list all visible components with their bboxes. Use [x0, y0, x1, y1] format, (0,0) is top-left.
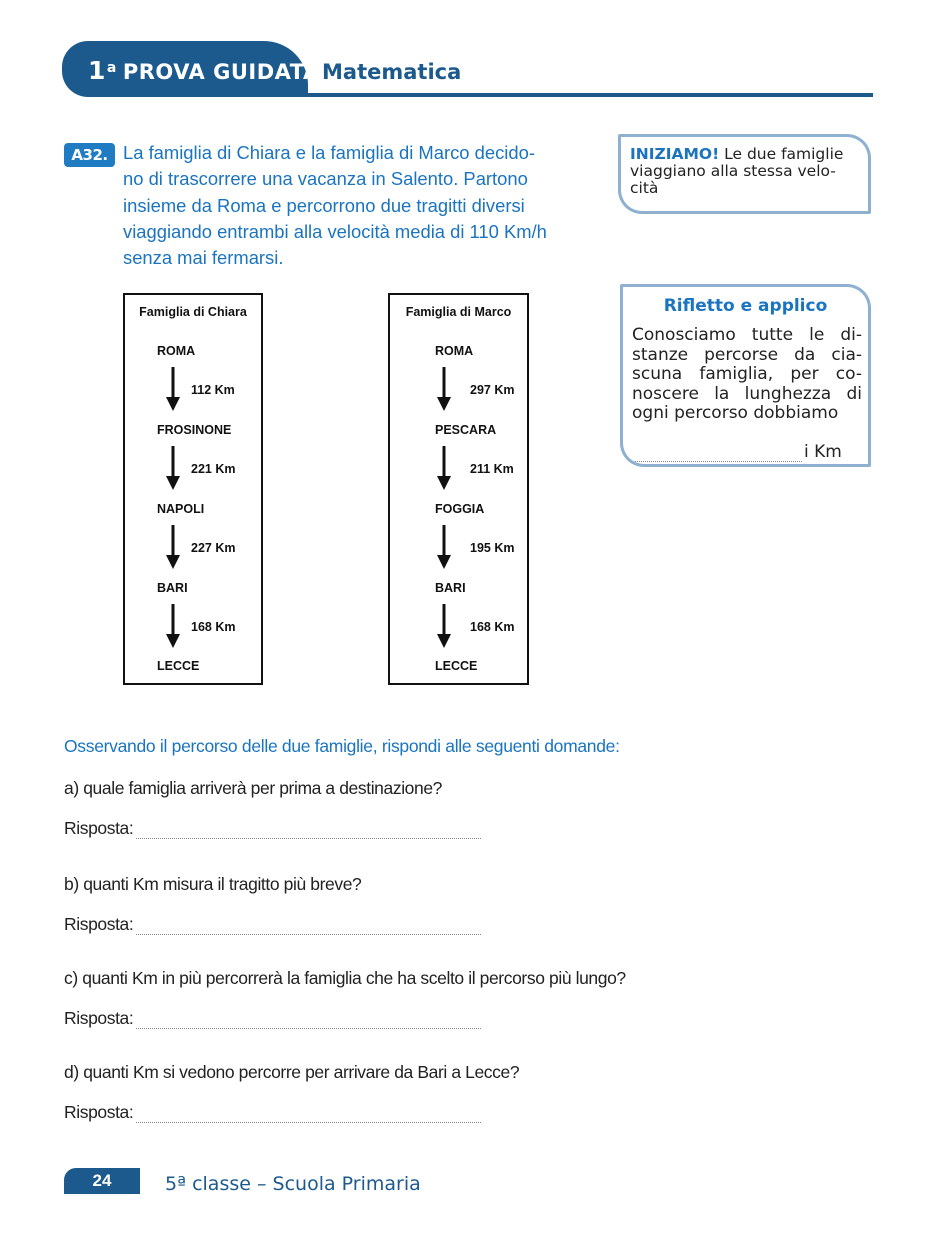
answer-label: Risposta:	[64, 818, 134, 838]
reflect-answer-blank[interactable]	[635, 446, 802, 462]
hint-box	[618, 134, 871, 214]
route-distance: 221 Km	[191, 462, 236, 476]
answer-b[interactable]	[64, 914, 481, 935]
answer-label: Risposta:	[64, 1102, 134, 1122]
route-distance: 211 Km	[470, 462, 514, 476]
route-distance: 297 Km	[470, 383, 515, 397]
subject-title: Matematica	[322, 60, 462, 84]
exercise-badge: A32.	[64, 143, 115, 167]
answer-c[interactable]	[64, 1008, 481, 1029]
answer-a[interactable]	[64, 818, 481, 839]
reflect-body: Conosciamo tutte le di- stanze percorse da cia- scuna famiglia, per co- noscere la lunghezza di ogni percorso dobbiamo	[632, 325, 862, 423]
route-city: LECCE	[435, 659, 478, 673]
test-number-superscript: a	[106, 60, 117, 76]
route-title: Famiglia di Marco	[405, 305, 512, 319]
route-distance: 227 Km	[191, 541, 236, 555]
exercise-text-line: no di trascorrere una vacanza in Salento. Partono	[123, 168, 528, 190]
route-box-marco	[388, 293, 529, 685]
arrow-down-icon	[436, 604, 452, 648]
exercise-text	[123, 140, 593, 271]
answer-blank[interactable]	[136, 921, 481, 935]
route-city: BARI	[435, 581, 466, 595]
reflect-answer-field[interactable]	[635, 442, 842, 462]
questions-intro: Osservando il percorso delle due famiglie, rispondi alle seguenti domande:	[64, 736, 620, 756]
route-city: LECCE	[157, 659, 200, 673]
header-tab-title	[88, 56, 320, 85]
arrow-down-icon	[436, 446, 452, 490]
answer-d[interactable]	[64, 1102, 481, 1123]
footer-text: 5ª classe – Scuola Primaria	[165, 1173, 421, 1195]
hint-label: INIZIAMO!	[630, 145, 720, 163]
question-a: a) quale famiglia arriverà per prima a destinazione?	[64, 778, 443, 798]
arrow-down-icon	[165, 367, 181, 411]
reflect-answer-suffix: i Km	[804, 442, 842, 462]
arrow-down-icon	[436, 525, 452, 569]
route-distance: 168 Km	[191, 620, 236, 634]
arrow-down-icon	[165, 525, 181, 569]
route-city: FOGGIA	[435, 502, 485, 516]
route-distance: 168 Km	[470, 620, 515, 634]
route-title: Famiglia di Chiara	[139, 305, 247, 319]
route-city: BARI	[157, 581, 188, 595]
arrow-down-icon	[165, 604, 181, 648]
route-box-chiara	[123, 293, 263, 685]
answer-blank[interactable]	[136, 1015, 481, 1029]
answer-label: Risposta:	[64, 914, 134, 934]
reflect-box	[620, 284, 871, 467]
exercise-text-line: viaggiando entrambi alla velocità media di 110 Km/h	[123, 220, 547, 242]
route-city: FROSINONE	[157, 423, 232, 437]
route-distance: 195 Km	[470, 541, 515, 555]
page-number: 24	[64, 1168, 140, 1194]
answer-blank[interactable]	[136, 1109, 481, 1123]
route-distance: 112 Km	[191, 383, 235, 397]
question-d: d) quanti Km si vedono percorre per arrivare da Bari a Lecce?	[64, 1062, 520, 1082]
route-city: NAPOLI	[157, 502, 205, 516]
exercise-text-line: La famiglia di Chiara e la famiglia di Marco decido-	[123, 142, 535, 163]
route-city: ROMA	[435, 344, 474, 358]
answer-blank[interactable]	[136, 825, 481, 839]
exercise-text-line: insieme da Roma e percorrono due tragitti diversi	[123, 194, 525, 216]
arrow-down-icon	[436, 367, 452, 411]
exercise-text-line: senza mai fermarsi.	[123, 247, 284, 269]
route-city: PESCARA	[435, 423, 497, 437]
test-label: PROVA GUIDATA	[122, 60, 320, 84]
question-c: c) quanti Km in più percorrerà la famiglia che ha scelto il percorso più lungo?	[64, 968, 626, 988]
answer-label: Risposta:	[64, 1008, 134, 1028]
route-city: ROMA	[157, 344, 196, 358]
reflect-title: Rifletto e applico	[663, 296, 828, 316]
question-b: b) quanti Km misura il tragitto più breve?	[64, 874, 362, 894]
arrow-down-icon	[165, 446, 181, 490]
test-number: 1	[88, 56, 106, 85]
hint-text: Le due famiglie viaggiano alla stessa velo- cità	[630, 145, 844, 197]
header-divider	[290, 93, 873, 97]
